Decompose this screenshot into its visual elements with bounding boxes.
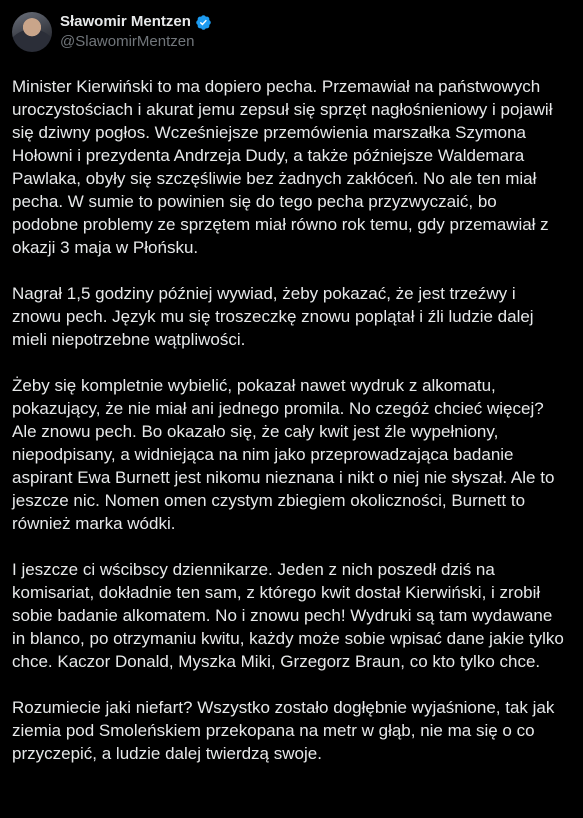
name-row <box>60 12 212 32</box>
avatar[interactable] <box>12 12 52 52</box>
author-display-name[interactable]: Sławomir Mentzen <box>60 13 191 30</box>
tweet-paragraph: Minister Kierwiński to ma dopiero pecha. Przemawiał na państwowych uroczystościach i akurat jemu zepsuł się sprzęt nagłośnieniowy i pojawił się dziwny pogłos. Wcześniejsze przemówienia marszałka Szymona Hołowni i prezydenta Andrzeja Dudy, a także późniejsze Waldemara Pawlaka, obyły się szczęśliwie bez żadnych zakłóceń. No ale ten miał pecha. W sumie to powinien się do tego pecha przyzwyczaić, bo podobne problemy ze sprzętem miał równo rok temu, gdy przemawiał z okazji 3 maja w Płońsku. <box>12 77 553 257</box>
tweet-header <box>12 10 571 54</box>
author-handle[interactable]: @SlawomirMentzen <box>60 33 195 50</box>
tweet-paragraph: Nagrał 1,5 godziny później wywiad, żeby pokazać, że jest trzeźwy i znowu pech. Język mu się troszeczkę znowu poplątał i źli ludzie dalej mieli niepotrzebne wątpliwości. <box>12 284 534 349</box>
tweet-paragraph: Rozumiecie jaki niefart? Wszystko zostało dogłębnie wyjaśnione, tak jak ziemia pod Smoleńskiem przekopana na metr w głąb, nie ma się o co przyczepić, a ludzie dalej twierdzą swoje. <box>12 698 555 763</box>
tweet-paragraph: I jeszcze ci wścibscy dziennikarze. Jeden z nich poszedł dziś na komisariat, dokładnie ten sam, z którego kwit dostał Kierwiński, i zrobił sobie badanie alkomatem. No i znowu pech! Wydruki są tam wydawane in blanco, po otrzymaniu kwitu, każdy może sobie wpisać dane jakie tylko chce. Kaczor Donald, Myszka Miki, Grzegorz Braun, co kto tylko chce. <box>12 560 564 671</box>
tweet-paragraph: Żeby się kompletnie wybielić, pokazał nawet wydruk z alkomatu, pokazujący, że nie miał ani jednego promila. No czegóż chcieć więcej? Ale znowu pech. Bo okazało się, że cały kwit jest źle wypełniony, niepodpisany, a widniejąca na nim jako przeprowadzająca badanie aspirant Ewa Burnett jest nikomu nieznana i nikt o niej nie słyszał. Ale to jeszcze nic. Nomen omen czystym zbiegiem okoliczności, Burnett to również marka wódki. <box>12 376 555 533</box>
verified-badge-icon <box>195 14 212 31</box>
tweet-text <box>12 75 571 765</box>
author-names <box>60 12 212 52</box>
